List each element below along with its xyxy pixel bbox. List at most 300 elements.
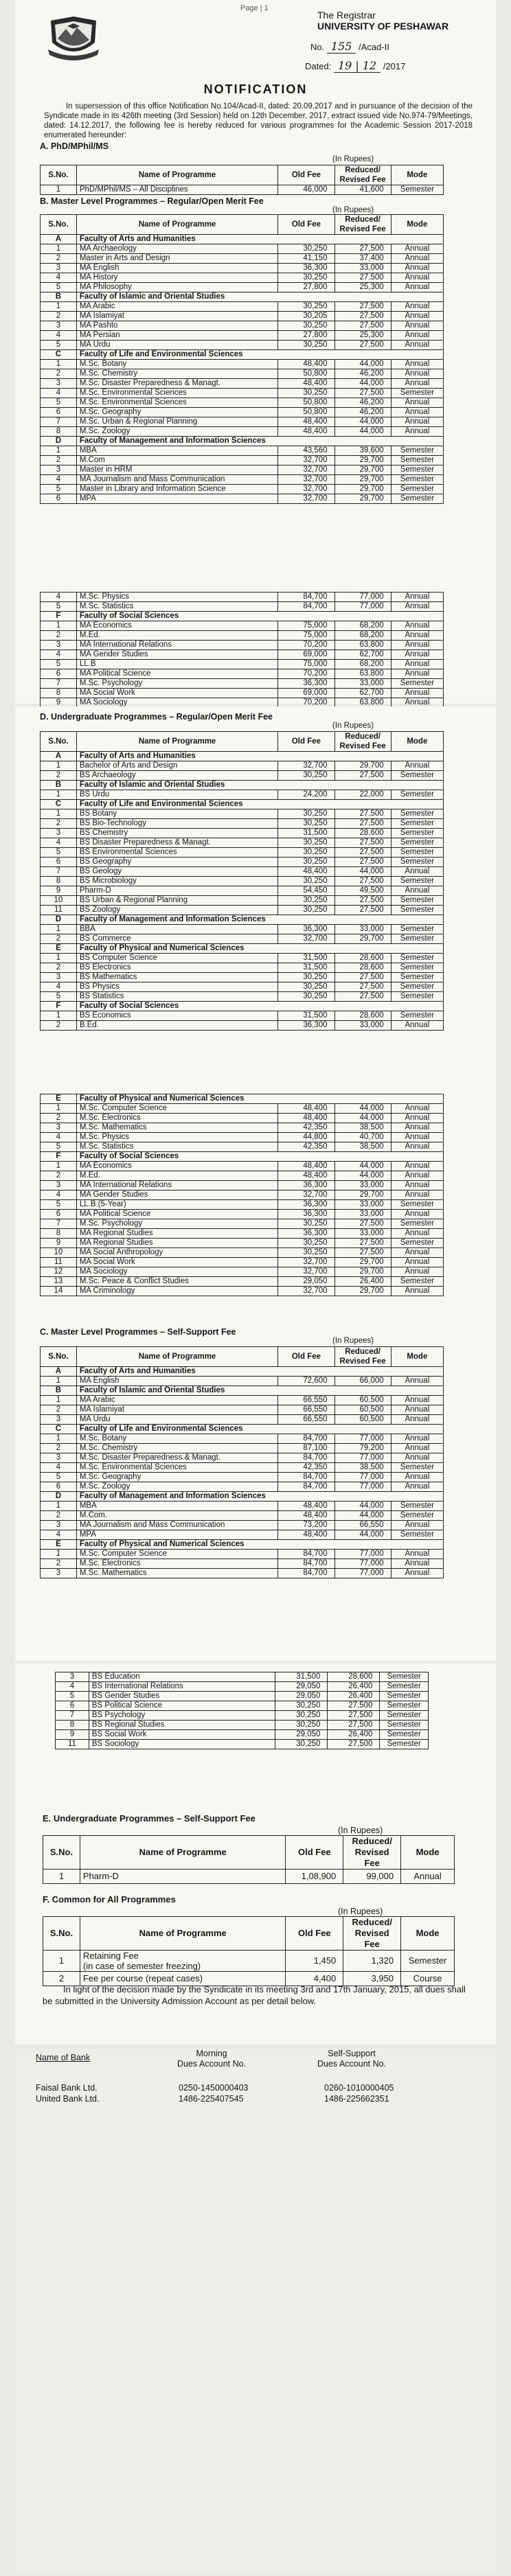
programme-name-cell: M.Sc. Computer Science [76, 1550, 278, 1559]
revised-fee-cell: 63,800 [334, 698, 391, 708]
table-row [41, 1258, 444, 1267]
mode-cell: Annual [391, 1133, 443, 1142]
table-row [41, 761, 444, 771]
revised-fee-cell: 29,700 [334, 1287, 391, 1296]
serial-cell: 6 [41, 1210, 77, 1219]
programme-name-cell: M.Sc. Disaster Preparedness & Managt. [76, 379, 278, 389]
mode-cell: Semester [391, 790, 443, 800]
revised-fee-header: Reduced/ Revised Fee [343, 1917, 401, 1951]
mode-cell: Annual [391, 1521, 443, 1530]
serial-cell: 5 [41, 602, 77, 612]
serial-cell: 2 [41, 1405, 77, 1415]
old-fee-cell: 29,050 [275, 1692, 328, 1701]
revised-fee-cell: 27,500 [334, 848, 391, 858]
old-fee-header: Old Fee [286, 1917, 343, 1951]
old-fee-cell: 69,000 [278, 689, 334, 698]
serial-cell: 7 [41, 679, 77, 689]
faculty-name-cell: Faculty of Physical and Numerical Sciences [76, 1094, 443, 1104]
undergrad-self-support-fee-table [43, 1835, 455, 1884]
programme-name-cell: M.Sc. Physics [76, 593, 278, 602]
mode-cell: Annual [391, 1104, 443, 1114]
revised-fee-cell: 44,000 [334, 867, 391, 877]
faculty-name-cell: Faculty of Social Sciences [76, 1152, 443, 1162]
revised-fee-cell: 44,000 [334, 417, 391, 427]
faculty-group-row [41, 292, 444, 302]
mode-cell: Annual [391, 1021, 443, 1031]
revised-fee-cell: 27,500 [334, 244, 391, 254]
mode-header: Mode [391, 1347, 443, 1367]
programme-name-cell: Retaining Fee (in case of semester freezing) [80, 1951, 286, 1972]
programme-name-cell: Master in HRM [76, 465, 278, 475]
mode-cell: Course [401, 1972, 455, 1986]
serial-cell: 1 [41, 1011, 77, 1021]
mode-cell: Annual [391, 621, 443, 631]
mode-cell: Semester [391, 389, 443, 398]
mode-cell: Annual [391, 689, 443, 698]
mode-cell: Semester [391, 446, 443, 456]
serial-cell: B [41, 781, 77, 790]
revised-fee-cell: 27,500 [334, 982, 391, 992]
table-row [41, 398, 444, 408]
old-fee-cell: 48,400 [278, 379, 334, 389]
revised-fee-cell: 79,200 [334, 1444, 391, 1453]
sno-header: S.No. [41, 215, 77, 235]
rupees-note: (In Rupees) [332, 722, 374, 730]
old-fee-cell: 1,08,900 [286, 1870, 343, 1884]
old-fee-cell: 70,200 [278, 641, 334, 650]
old-fee-cell: 36,300 [278, 925, 334, 934]
revised-fee-cell: 33,000 [334, 1200, 391, 1210]
mode-cell: Annual [391, 427, 443, 437]
old-fee-cell: 30,250 [278, 1219, 334, 1229]
table-row [41, 689, 444, 698]
table-row [41, 264, 444, 273]
revised-fee-cell: 27,500 [334, 389, 391, 398]
mode-cell: Semester [391, 1219, 443, 1229]
old-fee-cell: 30,250 [278, 321, 334, 331]
old-fee-cell: 50,800 [278, 369, 334, 379]
master-regular-fee-table-part-e [40, 1094, 444, 1296]
mode-cell: Semester [391, 1463, 443, 1473]
serial-cell: 1 [41, 761, 77, 771]
sno-header: S.No. [41, 165, 77, 185]
revised-fee-cell: 26,400 [328, 1682, 380, 1692]
table-row [41, 360, 444, 369]
serial-cell: 4 [41, 475, 77, 485]
old-fee-cell: 43,560 [278, 446, 334, 456]
serial-cell: 2 [41, 1171, 77, 1181]
serial-cell: 4 [41, 838, 77, 848]
mode-cell: Annual [401, 1870, 455, 1884]
old-fee-header: Old Fee [278, 165, 334, 185]
mode-cell: Annual [391, 761, 443, 771]
table-row [41, 877, 444, 886]
old-fee-cell: 30,250 [278, 858, 334, 867]
revised-fee-cell: 27,500 [334, 992, 391, 1002]
rupees-note: (In Rupees) [332, 1337, 374, 1345]
serial-cell: 3 [56, 1672, 89, 1682]
university-name: UNIVERSITY OF PESHAWAR [317, 21, 449, 32]
table-row [41, 379, 444, 389]
mode-cell: Semester [391, 973, 443, 982]
old-fee-cell: 48,400 [278, 427, 334, 437]
old-fee-cell: 32,700 [278, 456, 334, 465]
old-fee-cell: 72,600 [278, 1377, 334, 1386]
rupees-note: (In Rupees) [332, 155, 374, 163]
revised-fee-cell: 60,500 [334, 1405, 391, 1415]
serial-cell: 3 [41, 1415, 77, 1425]
revised-fee-cell: 38,500 [334, 1123, 391, 1133]
faculty-name-cell: Faculty of Management and Information Sciences [76, 437, 443, 446]
serial-cell: B [41, 1386, 77, 1396]
programme-name-cell: MA Arabic [76, 1396, 278, 1405]
revised-fee-cell: 68,200 [334, 660, 391, 669]
faculty-group-row [41, 944, 444, 954]
serial-cell: B [41, 292, 77, 302]
serial-cell: 3 [41, 1181, 77, 1191]
programme-name-cell: M.Sc. Chemistry [76, 369, 278, 379]
faculty-group-row [41, 235, 444, 244]
serial-cell: 5 [41, 660, 77, 669]
serial-cell: E [41, 944, 77, 954]
revised-fee-cell: 68,200 [334, 631, 391, 641]
old-fee-cell: 42,350 [278, 1142, 334, 1152]
programme-name-cell: MA Gender Studies [76, 1191, 278, 1200]
programme-name-cell: BS Electronics [76, 963, 278, 973]
notification-title: NOTIFICATION [203, 82, 308, 96]
programme-name-cell: Master in Library and Information Science [76, 485, 278, 494]
old-fee-cell: 48,400 [278, 867, 334, 877]
programme-name-cell: BS Gender Studies [89, 1692, 275, 1701]
table-row [41, 631, 444, 641]
revised-fee-header: Reduced/ Revised Fee [334, 165, 391, 185]
programme-name-cell: MA Regional Studies [76, 1229, 278, 1239]
serial-cell: 1 [41, 185, 77, 195]
old-fee-cell: 70,200 [278, 698, 334, 708]
table-row [41, 1229, 444, 1239]
old-fee-cell: 30,250 [275, 1721, 328, 1730]
serial-cell: 11 [41, 906, 77, 915]
programme-name-cell: LL.B [76, 660, 278, 669]
revised-fee-cell: 33,000 [334, 1210, 391, 1219]
registrar-block [317, 10, 448, 32]
programme-name-cell: MA English [76, 1377, 278, 1386]
old-fee-cell: 73,200 [278, 1521, 334, 1530]
common-fee-table [43, 1916, 455, 1986]
table-row [41, 1171, 444, 1181]
table-row [41, 427, 444, 437]
programme-name-cell: MA Gender Studies [76, 650, 278, 660]
table-row [41, 934, 444, 944]
mode-cell: Semester [391, 809, 443, 819]
programme-name-cell: MA Criminology [76, 1287, 278, 1296]
mode-cell: Semester [380, 1711, 429, 1721]
programme-name-cell: MA Political Science [76, 1210, 278, 1219]
serial-cell: 6 [56, 1701, 89, 1711]
revised-fee-cell: 29,700 [334, 1191, 391, 1200]
revised-fee-cell: 77,000 [334, 1569, 391, 1578]
section-b-heading: B. Master Level Programmes – Regular/Open Merit Fee [40, 196, 264, 206]
programme-name-cell: MA International Relations [76, 1181, 278, 1191]
serial-cell: 1 [41, 925, 77, 934]
old-fee-cell: 30,250 [278, 771, 334, 781]
programme-name-cell: Master in Arts and Design [76, 254, 278, 264]
old-fee-cell: 54,450 [278, 886, 334, 896]
programme-name-cell: MA Urdu [76, 1415, 278, 1425]
programme-name-cell: M.Sc. Peace & Conflict Studies [76, 1277, 278, 1287]
sno-header: S.No. [43, 1917, 80, 1951]
mode-cell: Semester [391, 934, 443, 944]
mode-cell: Semester [380, 1682, 429, 1692]
table-row [56, 1721, 429, 1730]
serial-cell: 1 [43, 1870, 80, 1884]
revised-fee-cell: 44,000 [334, 1171, 391, 1181]
old-fee-cell: 84,700 [278, 1559, 334, 1569]
serial-cell: 3 [41, 321, 77, 331]
serial-cell: 7 [41, 1219, 77, 1229]
serial-cell: 5 [41, 485, 77, 494]
serial-cell: 3 [41, 641, 77, 650]
table-row [41, 1239, 444, 1248]
programme-name-cell: BS Computer Science [76, 954, 278, 963]
mode-cell: Annual [391, 1396, 443, 1405]
mode-cell: Annual [391, 417, 443, 427]
serial-cell: A [41, 1367, 77, 1377]
programme-name-cell: M.Sc. Physics [76, 1133, 278, 1142]
mode-cell: Semester [391, 456, 443, 465]
serial-cell: 5 [41, 1142, 77, 1152]
serial-cell: 8 [41, 877, 77, 886]
mode-cell: Annual [391, 1453, 443, 1463]
mode-cell: Annual [391, 379, 443, 389]
serial-cell: 3 [41, 973, 77, 982]
programme-name-cell: M.Sc. Environmental Sciences [76, 389, 278, 398]
serial-cell: 5 [41, 848, 77, 858]
old-fee-header: Old Fee [278, 732, 334, 752]
serial-cell: 4 [41, 331, 77, 341]
table-row [41, 465, 444, 475]
mode-cell: Annual [391, 1248, 443, 1258]
table-row [41, 475, 444, 485]
mode-cell: Annual [391, 1473, 443, 1482]
revised-fee-cell: 29,700 [334, 465, 391, 475]
registrar-title: The Registrar [317, 10, 376, 21]
programme-name-cell: BS Environmental Sciences [76, 848, 278, 858]
programme-name-cell: M.Sc. Environmental Sciences [76, 398, 278, 408]
programme-name-cell: BS Education [89, 1672, 275, 1682]
programme-name-cell: MA Social Anthropology [76, 1248, 278, 1258]
revised-fee-cell: 38,500 [334, 1463, 391, 1473]
serial-cell: 8 [41, 427, 77, 437]
mode-cell: Semester [391, 848, 443, 858]
revised-fee-cell: 27,500 [334, 341, 391, 350]
serial-cell: 4 [41, 650, 77, 660]
revised-fee-cell: 27,500 [334, 858, 391, 867]
old-fee-cell: 48,400 [278, 1511, 334, 1521]
section-a-heading: A. PhD/MPhil/MS [40, 141, 109, 151]
old-fee-cell: 69,000 [278, 650, 334, 660]
table-row [41, 1021, 444, 1031]
revised-fee-cell: 38,500 [334, 1142, 391, 1152]
closing-paragraph: In light of the decision made by the Syndicate in its meeting 3rd and 17th January, 2015, all dues shall be submitted in the University Admission Account as per detail below. [43, 1984, 466, 2006]
mode-cell: Annual [391, 1444, 443, 1453]
programme-name-cell: Fee per course (repeat cases) [80, 1972, 286, 1986]
mode-cell: Semester [380, 1701, 429, 1711]
mode-cell: Annual [391, 302, 443, 312]
table-row [41, 906, 444, 915]
old-fee-cell: 1,450 [286, 1951, 343, 1972]
mode-cell: Annual [391, 254, 443, 264]
serial-cell: 14 [41, 1287, 77, 1296]
revised-fee-cell: 44,000 [334, 379, 391, 389]
intro-paragraph: In supersession of this office Notification No.104/Acad-II, dated: 20.09.2017 and in pursuance of the decision of the Syndicate made in its 426th meeting (3rd Session) held on 12th December, 2017, extract issued vide No.974-79/Meetings, dated: 14.12.2017, the following fee is hereby reduced for various programmes for the Academic Session 2017-2018 enumerated hereunder: [44, 102, 473, 139]
old-fee-cell: 31,500 [278, 963, 334, 973]
revised-fee-cell: 33,000 [334, 264, 391, 273]
mode-cell: Annual [391, 273, 443, 283]
mode-header: Mode [401, 1836, 455, 1870]
programme-name-cell: BS Commerce [76, 934, 278, 944]
programme-name-cell: MPA [76, 1530, 278, 1540]
old-fee-cell: 31,500 [278, 954, 334, 963]
serial-cell: 1 [41, 790, 77, 800]
mode-cell: Annual [391, 360, 443, 369]
old-fee-cell: 29,050 [275, 1682, 328, 1692]
table-row [56, 1701, 429, 1711]
revised-fee-header: Reduced/ Revised Fee [334, 732, 391, 752]
bank-name-header: Name of Bank [36, 2053, 91, 2062]
programme-name-cell: BS Disaster Preparedness & Managt. [76, 838, 278, 848]
serial-cell: 4 [41, 389, 77, 398]
programme-name-cell: MA Islamiyat [76, 312, 278, 321]
serial-cell: D [41, 437, 77, 446]
table-row [56, 1672, 429, 1682]
programme-name-cell: MA Regional Studies [76, 1239, 278, 1248]
mode-cell: Annual [391, 321, 443, 331]
table-row [43, 1870, 455, 1884]
old-fee-cell: 32,700 [278, 1191, 334, 1200]
revised-fee-cell: 27,500 [334, 819, 391, 829]
mode-cell: Semester [380, 1740, 429, 1749]
revised-fee-cell: 62,700 [334, 689, 391, 698]
table-row [41, 1123, 444, 1133]
old-fee-cell: 30,250 [278, 389, 334, 398]
programme-name-cell: BS Statistics [76, 992, 278, 1002]
mode-cell: Semester [391, 1277, 443, 1287]
table-row [41, 446, 444, 456]
table-row [41, 896, 444, 906]
mode-cell: Semester [391, 485, 443, 494]
old-fee-cell: 84,700 [278, 593, 334, 602]
serial-cell: 2 [41, 1114, 77, 1123]
ref-no-label: No. [310, 42, 325, 52]
revised-fee-cell: 27,500 [328, 1740, 380, 1749]
serial-cell: 7 [41, 867, 77, 877]
notice-date [305, 59, 405, 72]
serial-cell: 7 [56, 1711, 89, 1721]
table-row [41, 1277, 444, 1287]
table-header-row [41, 1347, 444, 1367]
faculty-name-cell: Faculty of Arts and Humanities [76, 1367, 443, 1377]
revised-fee-cell: 29,700 [334, 1258, 391, 1267]
table-row [56, 1740, 429, 1749]
serial-cell: 5 [41, 283, 77, 292]
mode-cell: Semester [391, 679, 443, 689]
serial-cell: D [41, 1492, 77, 1502]
old-fee-cell: 32,700 [278, 1267, 334, 1277]
revised-fee-cell: 63,800 [334, 669, 391, 679]
table-row [41, 660, 444, 669]
serial-cell: 4 [41, 1530, 77, 1540]
mode-header: Mode [401, 1917, 455, 1951]
faculty-group-row [41, 800, 444, 809]
table-row [41, 867, 444, 877]
date-value: 19 | 12 [334, 59, 381, 73]
programme-name-cell: MA Philosophy [76, 283, 278, 292]
master-regular-fee-table [40, 214, 444, 504]
programme-name-cell: BS Zoology [76, 906, 278, 915]
programme-name-cell: MA Islamiyat [76, 1405, 278, 1415]
programme-name-cell: MA Sociology [76, 1267, 278, 1277]
bank-row-morning: 0250-1450000403 [179, 2083, 249, 2093]
table-row [41, 1473, 444, 1482]
sno-header: S.No. [41, 732, 77, 752]
old-fee-cell: 30,250 [278, 896, 334, 906]
old-fee-header: Old Fee [278, 1347, 334, 1367]
table-header-row [41, 165, 444, 185]
old-fee-cell: 32,700 [278, 485, 334, 494]
programme-name-cell: BS Mathematics [76, 973, 278, 982]
old-fee-cell: 31,500 [278, 1011, 334, 1021]
bank-row-name: Faisal Bank Ltd. [36, 2083, 98, 2093]
programme-name-cell: BS Microbiology [76, 877, 278, 886]
serial-cell: 1 [41, 621, 77, 631]
mode-cell: Semester [391, 838, 443, 848]
old-fee-cell: 48,400 [278, 1530, 334, 1540]
revised-fee-cell: 27,500 [334, 1219, 391, 1229]
table-row [56, 1711, 429, 1721]
old-fee-cell: 30,250 [278, 973, 334, 982]
old-fee-cell: 75,000 [278, 660, 334, 669]
table-row [41, 312, 444, 321]
notification-page-3 [15, 1664, 496, 2045]
faculty-group-row [41, 437, 444, 446]
old-fee-cell: 84,700 [278, 1473, 334, 1482]
old-fee-cell: 30,250 [278, 341, 334, 350]
faculty-group-row [41, 915, 444, 925]
mode-cell: Semester [391, 819, 443, 829]
mode-cell: Annual [391, 264, 443, 273]
serial-cell: 2 [41, 1444, 77, 1453]
mode-cell: Annual [391, 283, 443, 292]
serial-cell: 4 [41, 982, 77, 992]
programme-name-cell: BS Chemistry [76, 829, 278, 838]
old-fee-cell: 48,400 [278, 1114, 334, 1123]
mode-cell: Annual [391, 1550, 443, 1559]
old-fee-cell: 66,550 [278, 1415, 334, 1425]
mode-cell: Annual [391, 1434, 443, 1444]
serial-cell: 2 [41, 312, 77, 321]
programme-name-cell: BS Social Work [89, 1730, 275, 1740]
table-row [41, 679, 444, 689]
mode-cell: Annual [391, 312, 443, 321]
table-header-row [43, 1836, 455, 1870]
programme-name-cell: MA Archaeology [76, 244, 278, 254]
mode-cell: Semester [391, 992, 443, 1002]
old-fee-cell: 30,250 [278, 848, 334, 858]
revised-fee-cell: 44,000 [334, 1530, 391, 1540]
mode-cell: Annual [391, 602, 443, 612]
old-fee-cell: 42,350 [278, 1123, 334, 1133]
